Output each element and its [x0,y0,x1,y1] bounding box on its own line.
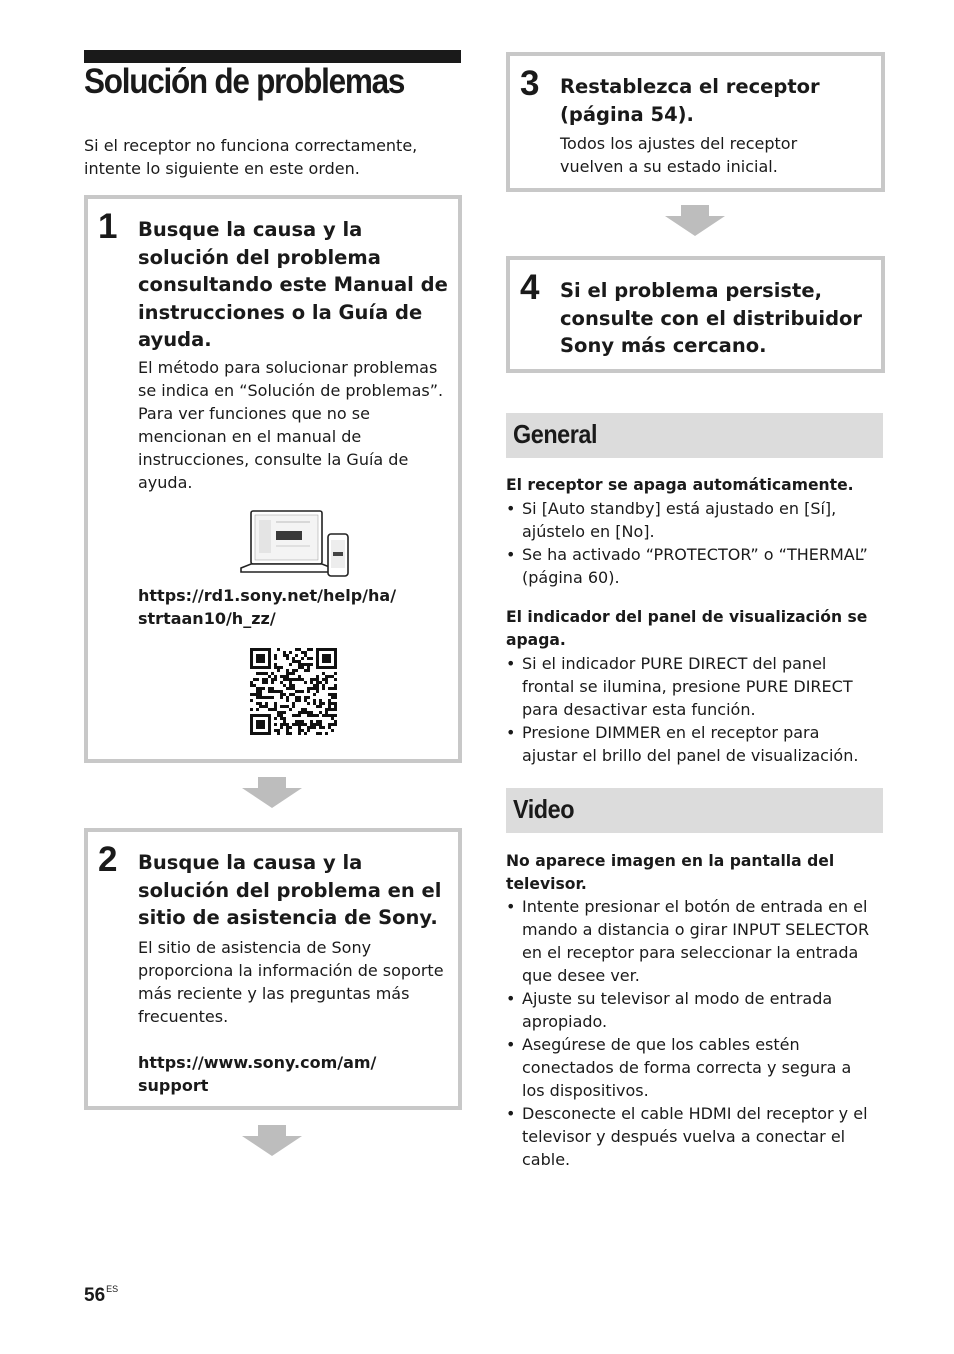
step-2-link-line2: support [138,1076,209,1095]
list-item: • Asegúrese de que los cables estén conectados de forma correcta y segura a los dispositivos. [506,1033,878,1102]
section-title-general: General [513,419,597,449]
page-title: Solución de problemas [84,62,405,101]
qr-code-icon [250,648,337,735]
down-arrow-icon [665,205,725,237]
step-4-number: 4 [520,268,540,307]
section-header-general [506,413,883,458]
step-1-box [84,195,462,763]
issue-bullet-list [506,497,878,589]
step-3-number: 3 [520,64,540,103]
step-1-link[interactable] [138,584,458,630]
step-2-heading: Busque la causa y la solución del problema en el sitio de asistencia de Sony. [138,851,442,929]
step-1-body: El método para solucionar problemas se indica en “Solución de problemas”. Para ver funciones que no se mencionan en el manual de instrucciones, consulte la Guía de ayuda. [138,358,444,492]
page-number [84,1284,118,1307]
issue-bullet-list [506,652,878,767]
down-arrow-icon [242,777,302,809]
issue-title: El indicador del panel de visualización se apaga. [506,608,868,649]
step-2-number: 2 [98,840,118,879]
list-item: • Se ha activado “PROTECTOR” o “THERMAL” (página 60). [506,543,878,589]
step-1-number: 1 [98,207,118,246]
down-arrow-icon [242,1125,302,1157]
laptop-smartphone-icon [238,508,353,580]
step-1-link-line1: https://rd1.sony.net/help/ha/ [138,586,397,605]
step-2-body: El sitio de asistencia de Sony proporciona la información de soporte más reciente y las preguntas más frecuentes. [138,938,444,1026]
issue-title: El receptor se apaga automáticamente. [506,476,854,494]
list-item: • Si [Auto standby] está ajustado en [Sí], ajústelo en [No]. [506,497,878,543]
issue-title: No aparece imagen en la pantalla del televisor. [506,852,835,893]
step-2-link[interactable] [138,1051,458,1097]
list-item: • Si el indicador PURE DIRECT del panel frontal se ilumina, presione PURE DIRECT para desactivar esta función. [506,652,878,721]
list-item: • Desconecte el cable HDMI del receptor y el televisor y después vuelva a conectar el cable. [506,1102,878,1171]
intro-text: Si el receptor no funciona correctamente, intente lo siguiente en este orden. [84,136,418,178]
section-header-video [506,788,883,833]
list-item: • Intente presionar el botón de entrada en el mando a distancia o girar INPUT SELECTOR en el receptor para seleccionar la entrada que desee ver. [506,895,878,987]
section-title-video: Video [513,794,575,824]
step-1-heading: Busque la causa y la solución del problema consultando este Manual de instrucciones o la Guía de ayuda. [138,218,448,351]
page-language-suffix: ES [106,1284,119,1294]
issue-bullet-list [506,895,878,1171]
step-2-link-line1: https://www.sony.com/am/ [138,1053,377,1072]
step-1-link-line2: strtaan10/h_zz/ [138,609,276,628]
step-2-box [84,828,462,1110]
step-4-box [506,256,885,373]
step-3-heading: Restablezca el receptor (página 54). [560,75,820,126]
list-item: • Ajuste su televisor al modo de entrada apropiado. [506,987,878,1033]
page-number-value: 56 [84,1285,106,1306]
step-3-box [506,52,885,192]
step-3-body: Todos los ajustes del receptor vuelven a su estado inicial. [560,134,798,176]
step-4-heading: Si el problema persiste, consulte con el distribuidor Sony más cercano. [560,279,863,357]
list-item: • Presione DIMMER en el receptor para ajustar el brillo del panel de visualización. [506,721,878,767]
